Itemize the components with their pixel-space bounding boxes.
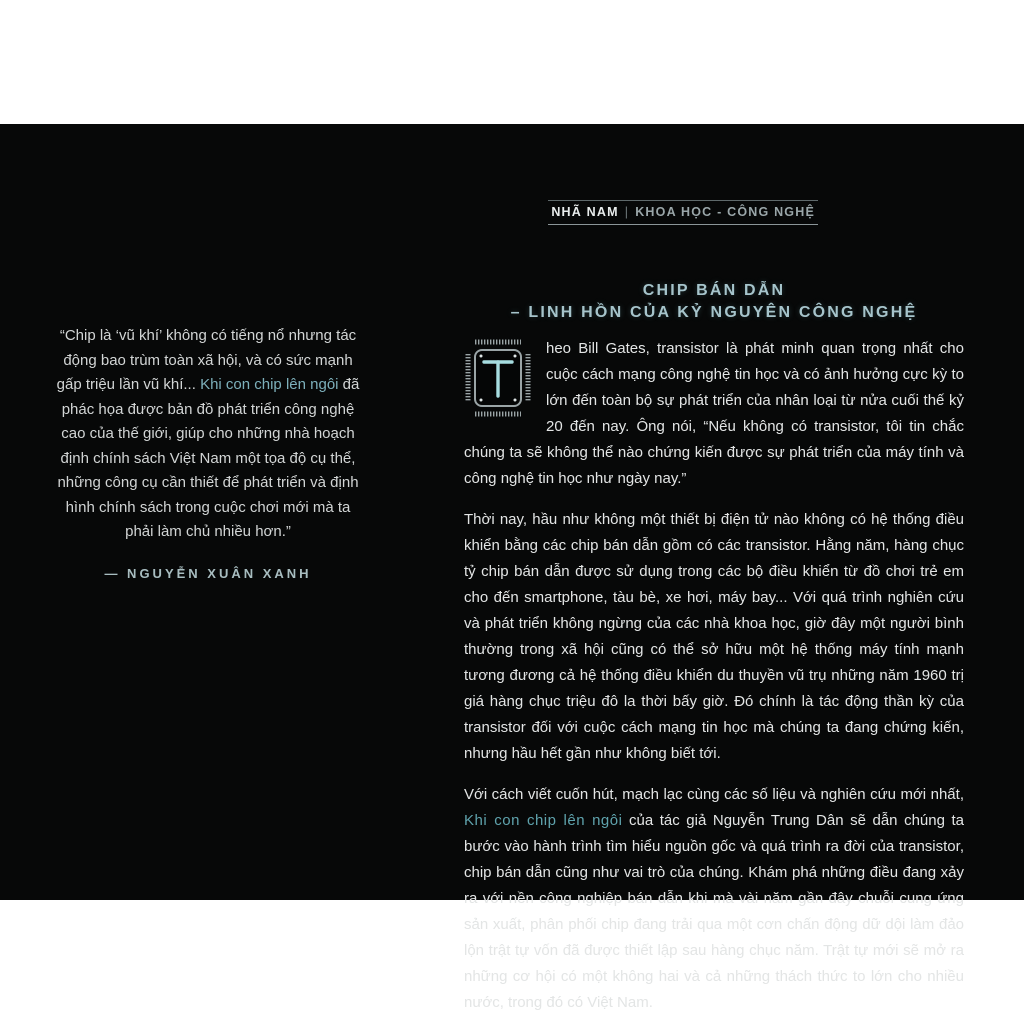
- cover-background: [0, 124, 1024, 1011]
- blurb-paragraph-3-after: của tác giả Nguyễn Trung Dân sẽ dẫn chúng ta bước vào hành trình tìm hiểu nguồn gốc và quá trình ra đời của transistor, chip bán dẫn cũng như vai trò của chúng. Khám phá những điều đang xảy ra với nền công nghiệp bán dẫn khi mà vài năm gần đây chuỗi cung ứng sản xuất, phân phối chip đang trải qua một cơn chấn động dữ dội làm đảo lộn trật tự vốn đã được thiết lập sau hàng chục năm. Trật tự mới sẽ mở ra những cơ hội có một không hai và cả những thách thức to lớn cho nhiều nước, trong đó có Việt Nam.: [464, 812, 964, 1011]
- blurb-paragraph-2: Thời nay, hầu như không một thiết bị điện tử nào không có hệ thống điều khiển bằng các chip bán dẫn gồm có các transistor. Hằng năm, hàng chục tỷ chip bán dẫn được sử dụng trong các bộ điều khiển từ đồ chơi trẻ em cho đến smartphone, tàu bè, xe hơi, máy bay... Với quá trình nghiên cứu và phát triển không ngừng của các nhà khoa học, giờ đây một người bình thường trong xã hội cũng có thể sở hữu một hệ thống máy tính mạnh tương đương cả hệ thống điều khiển du thuyền vũ trụ những năm 1960 trị giá hàng chục triệu đô la thời bấy giờ. Đó chính là tác động thần kỳ của transistor đối với cuộc cách mạng tin học mà chúng ta đang chứng kiến, nhưng hầu hết gần như không biết tới.: [464, 511, 964, 762]
- publisher-category: KHOA HỌC - CÔNG NGHỆ: [635, 205, 815, 219]
- blurb-paragraph-1-text: heo Bill Gates, transistor là phát minh quan trọng nhất cho cuộc cách mạng công nghệ tin học và có ảnh hưởng cực kỳ to lớn đến toàn bộ sự phát triển của nhân loại từ nửa cuối thế kỷ 20 đến nay. Ông nói, “Nếu không có transistor, tôi tin chắc chúng ta sẽ không thể nào chứng kiến được sự phát triển của máy tính và công nghệ tin học như ngày nay.”: [464, 340, 964, 487]
- book-subtitle-heading: [464, 280, 964, 324]
- publisher-separator: |: [624, 205, 630, 219]
- publisher-bar: [548, 200, 818, 225]
- blurb-book-title-highlight: Khi con chip lên ngôi: [464, 812, 623, 829]
- endorsement-quote: [54, 324, 362, 586]
- title-line-1: CHIP BÁN DẪN: [642, 282, 786, 299]
- publisher-brand: NHÃ NAM: [551, 205, 619, 219]
- title-line-2: – LINH HỒN CỦA KỶ NGUYÊN CÔNG NGHỆ: [510, 304, 918, 321]
- back-cover-blurb: [464, 336, 964, 1024]
- quote-text-before: “Chip là ‘vũ khí’ không có tiếng nổ nhưng tác động bao trùm toàn xã hội, và có sức mạnh gấp triệu lần vũ khí...: [56, 327, 357, 393]
- blurb-paragraph-1: [464, 336, 964, 492]
- quote-book-title-highlight: Khi con chip lên ngôi: [200, 376, 339, 393]
- blurb-paragraph-3: [464, 782, 964, 1016]
- quote-text-after: đã phác họa được bản đồ phát triển công nghệ cao của thế giới, giúp cho những nhà hoạch định chính sách Việt Nam một tọa độ cụ thể, những công cụ cần thiết để phát triển và định hình chính sách trong cuộc chơi mới mà ta phải làm chủ nhiều hơn.”: [57, 376, 360, 540]
- quote-attribution: — NGUYỄN XUÂN XANH: [104, 565, 312, 581]
- chip-icon: [464, 338, 532, 418]
- blurb-paragraph-3-before: Với cách viết cuốn hút, mạch lạc cùng các số liệu và nghiên cứu mới nhất,: [464, 786, 964, 803]
